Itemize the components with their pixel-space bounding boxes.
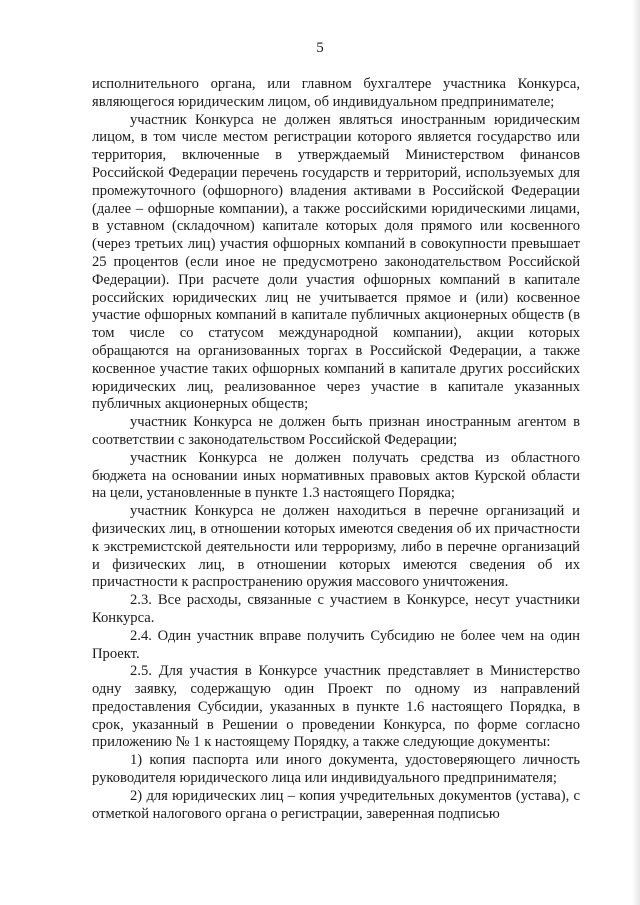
- paragraph-not-in-extremism-list: участник Конкурса не должен находиться в перечне организаций и физических лиц, в отношении которых имеются сведения об их причастности к экстремистской деятельности или терроризму, либо в перечне организаций и физических лиц, в отношении которых имеются сведения об их причастности к распространению оружия массового уничтожения.: [92, 503, 580, 591]
- clause-2-3: 2.3. Все расходы, связанные с участием в Конкурсе, несут участники Конкурса.: [92, 592, 580, 626]
- paragraph-not-foreign-agent: участник Конкурса не должен быть признан иностранным агентом в соответствии с законодательством Российской Федерации;: [92, 414, 580, 448]
- page-edge-shadow: [632, 0, 640, 905]
- list-item-2-charter-copy: 2) для юридических лиц – копия учредительных документов (устава), с отметкой налогового органа о регистрации, заверенная подписью: [92, 787, 580, 822]
- page-number: 5: [316, 40, 324, 56]
- clause-2-5: 2.5. Для участия в Конкурсе участник представляет в Министерство одну заявку, содержащую один Проект по одному из направлений предоставления Субсидии, указанных в пункте 1.6 настоящего Порядка, в срок, указанный в Решении о проведении Конкурса, по форме согласно приложению № 1 к настоящему Порядку, а также следующие документы:: [92, 663, 580, 751]
- clause-2-4: 2.4. Один участник вправе получить Субсидию не более чем на один Проект.: [92, 627, 580, 662]
- list-item-1-passport-copy: 1) копия паспорта или иного документа, удостоверяющего личность руководителя юридического лица или индивидуального предпринимателя;: [92, 752, 580, 787]
- document-body: [92, 76, 580, 823]
- paragraph-not-foreign-entity: участник Конкурса не должен являться иностранным юридическим лицом, в том числе местом регистрации которого является государство или территория, включенные в утверждаемый Министерством финансов Российской Федерации перечень государств и территорий, используемых для промежуточного (офшорного) владения активами в Российской Федерации (далее – офшорные компании), а также российскими юридическими лицами, в уставном (складочном) капитале которых доля прямого или косвенного (через третьих лиц) участия офшорных компаний в совокупности превышает 25 процентов (если иное не предусмотрено законодательством Российской Федерации). При расчете доли участия офшорных компаний в капитале российских юридических лиц не учитывается прямое и (или) косвенное участие офшорных компаний в капитале публичных акционерных обществ (в том числе со статусом международной компании), акции которых обращаются на организованных торгах в Российской Федерации, а также косвенное участие таких офшорных компаний в капитале других российских юридических лиц, реализованное через участие в капитале указанных публичных акционерных обществ;: [92, 111, 580, 413]
- paragraph-executive-body-continuation: исполнительного органа, или главном бухгалтере участника Конкурса, являющегося юридическим лицом, об индивидуальном предпринимателе;: [92, 76, 580, 110]
- paragraph-no-regional-budget-funds: участник Конкурса не должен получать средства из областного бюджета на основании иных нормативных правовых актов Курской области на цели, установленные в пункте 1.3 настоящего Порядка;: [92, 449, 580, 502]
